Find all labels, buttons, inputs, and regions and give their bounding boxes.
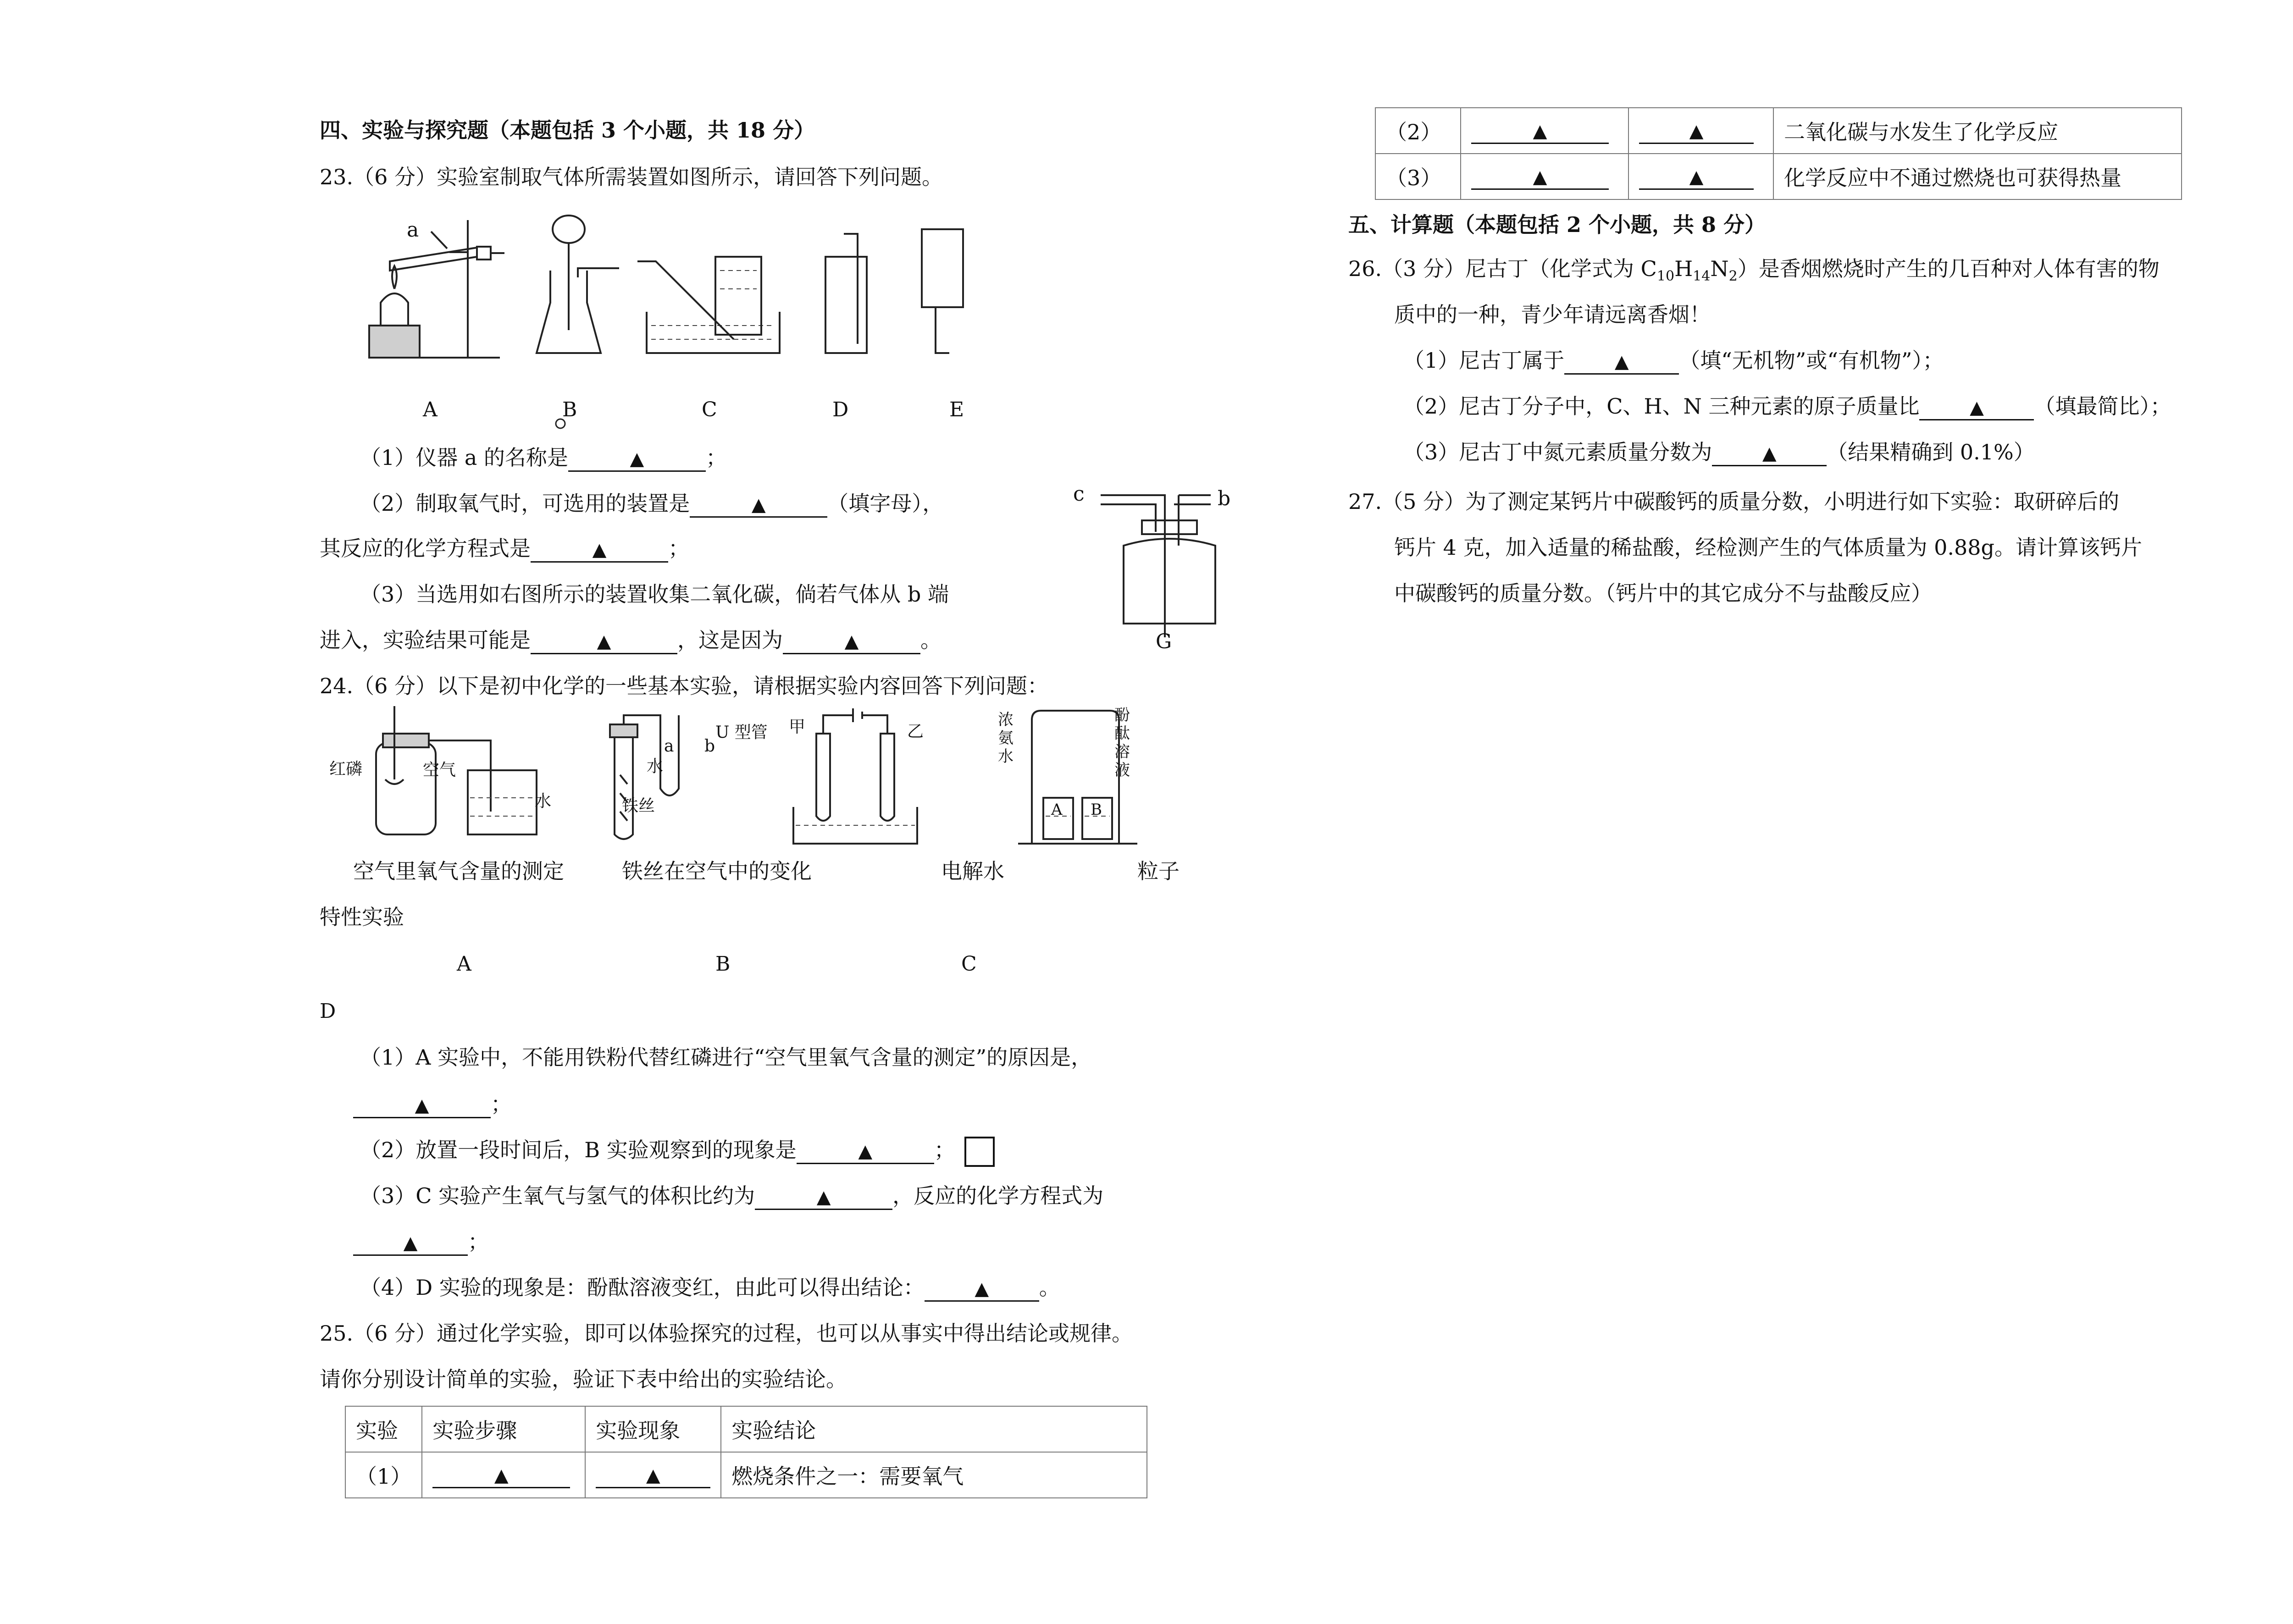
- q23-label-a: a: [407, 218, 419, 242]
- q24-sub2: [360, 1136, 995, 1167]
- label-ammonia: 浓氨水: [998, 711, 1014, 766]
- apparatus-label-b: B: [562, 398, 577, 421]
- label-jia: 甲: [789, 718, 806, 736]
- header-cell: 实验: [345, 1406, 422, 1452]
- answer-blank[interactable]: ▲: [353, 1232, 468, 1256]
- label-u-tube: U 型管: [715, 723, 768, 742]
- section-5-title: 五、计算题（本题包括 2 个小题，共 8 分）: [1348, 212, 1766, 237]
- q26-sub3: [1403, 438, 2035, 466]
- q27-line-1: 27.（5 分）为了测定某钙片中碳酸钙的质量分数，小明进行如下实验：取研碎后的: [1348, 489, 2120, 514]
- q23-sub3-text: 进入，实验结果可能是: [320, 628, 531, 652]
- q26-sub2-end: （填最简比）；: [2034, 394, 2171, 419]
- label-b: b: [704, 737, 715, 756]
- answer-blank[interactable]: ▲: [925, 1277, 1039, 1302]
- q23-sub1: [360, 444, 727, 472]
- label-beaker-a: A: [1051, 801, 1063, 819]
- q24-sub2-text: （2）放置一段时间后，B 实验观察到的现象是: [360, 1138, 797, 1162]
- q24-sub1-answer: [353, 1090, 512, 1118]
- header-cell: 实验结论: [721, 1406, 1147, 1452]
- answer-blank[interactable]: ▲: [1712, 442, 1827, 466]
- g-label-c: c: [1073, 482, 1085, 506]
- q23-stem: 23.（6 分）实验室制取气体所需装置如图所示，请回答下列问题。: [320, 165, 943, 189]
- apparatus-b: [537, 215, 619, 353]
- apparatus-a: [369, 220, 504, 358]
- q26-stem-text: 26.（3 分）尼古丁（化学式为 C: [1348, 256, 1657, 281]
- q26-stem-2: 质中的一种，青少年请远离香烟！: [1394, 302, 1711, 327]
- experiment-a: [376, 706, 537, 834]
- conclusion-cell: 二氧化碳与水发生了化学反应: [1773, 108, 2182, 154]
- q23-sub3-line2: [320, 626, 942, 654]
- header-cell: 实验现象: [585, 1406, 721, 1452]
- row-number: （3）: [1375, 154, 1461, 199]
- apparatus-label-d: D: [832, 398, 849, 421]
- label-a: a: [664, 737, 674, 756]
- subscript-2: 2: [1728, 268, 1738, 284]
- q26-sub2-text: （2）尼古丁分子中，C、H、N 三种元素的原子质量比: [1403, 394, 1920, 419]
- apparatus-label-e: E: [949, 398, 964, 421]
- q26-sub1-end: （填“无机物”或“有机物”）；: [1679, 348, 1944, 373]
- answer-blank[interactable]: ▲: [797, 1140, 934, 1164]
- label-phenol: 酚酞溶液: [1114, 706, 1130, 779]
- phenomenon-cell: [585, 1452, 721, 1498]
- row-number: （1）: [345, 1452, 422, 1498]
- phenomenon-cell: [1628, 108, 1773, 154]
- table-row: [1375, 108, 2182, 154]
- subscript-10: 10: [1656, 268, 1675, 284]
- caption-c: 电解水: [941, 859, 1004, 884]
- label-water-b: 水: [647, 757, 664, 776]
- g-label-b: b: [1218, 487, 1231, 510]
- answer-blank[interactable]: ▲: [531, 538, 668, 563]
- caption-d-1: 粒子: [1137, 859, 1180, 884]
- subscript-14: 14: [1693, 268, 1711, 284]
- q24-sub2-end: ；: [934, 1138, 955, 1162]
- q24-sub1-end: ；: [491, 1092, 512, 1116]
- apparatus-label-a: A: [423, 398, 438, 421]
- answer-blank[interactable]: ▲: [596, 1464, 710, 1488]
- q23-sub2b-text: 其反应的化学方程式是: [320, 536, 531, 561]
- q24-sub4-text: （4）D 实验的现象是：酚酞溶液变红，由此可以得出结论：: [360, 1275, 925, 1300]
- q27-line-3: 中碳酸钙的质量分数。（钙片中的其它成分不与盐酸反应）: [1394, 581, 1932, 606]
- conclusion-cell: 化学反应中不通过燃烧也可获得热量: [1773, 154, 2182, 199]
- q23-sub1-text: （1）仪器 a 的名称是: [360, 445, 568, 470]
- answer-blank[interactable]: ▲: [1471, 120, 1609, 144]
- q24-sub1: （1）A 实验中，不能用铁粉代替红磷进行“空气里氧气含量的测定”的原因是，: [360, 1045, 1092, 1070]
- answer-blank[interactable]: ▲: [1919, 396, 2034, 420]
- answer-blank[interactable]: ▲: [1471, 166, 1609, 190]
- step-cell: [422, 1452, 585, 1498]
- q26-sub3-text: （3）尼古丁中氮元素质量分数为: [1403, 440, 1712, 464]
- q23-sub2b-end: ；: [668, 536, 689, 561]
- letter-b: B: [715, 952, 731, 976]
- small-circle-mark: [554, 417, 568, 431]
- q26-sub1: [1403, 347, 1944, 375]
- label-iron-wire: 铁丝: [622, 796, 655, 815]
- table-row: [1375, 154, 2182, 199]
- table-row: [345, 1452, 1147, 1498]
- apparatus-d: [825, 234, 867, 353]
- table-header-row: [345, 1406, 1147, 1452]
- label-beaker-b: B: [1091, 801, 1102, 819]
- row-number: （2）: [1375, 108, 1461, 154]
- step-cell: [1461, 154, 1628, 199]
- q26-sub1-text: （1）尼古丁属于: [1403, 348, 1565, 373]
- caption-d-2: 特性实验: [320, 905, 404, 929]
- q23-sub2-text: （2）制取氧气时，可选用的装置是: [360, 491, 690, 516]
- q26-sub2: [1403, 392, 2171, 420]
- answer-blank[interactable]: ▲: [1639, 166, 1754, 190]
- q27-line-2: 钙片 4 克，加入适量的稀盐酸，经检测产生的气体质量为 0.88g。请计算该钙片: [1394, 535, 2143, 560]
- experiment-c: [793, 708, 917, 844]
- answer-blank[interactable]: ▲: [755, 1186, 892, 1210]
- q25-stem-2: 请你分别设计简单的实验，验证下表中给出的实验结论。: [320, 1367, 847, 1392]
- q25-table-part1: [345, 1406, 1147, 1498]
- answer-blank[interactable]: ▲: [1564, 350, 1679, 375]
- g-label: G: [1156, 630, 1172, 653]
- q25-stem-1: 25.（6 分）通过化学实验，即可以体验探究的过程，也可以从事实中得出结论或规律。: [320, 1321, 1133, 1346]
- q24-sub3-answer: [353, 1228, 489, 1256]
- answer-blank[interactable]: ▲: [432, 1464, 570, 1488]
- q26-sub3-end: （结果精确到 0.1%）: [1827, 440, 2035, 464]
- apparatus-e: [922, 229, 963, 353]
- q24-sub3b-end: ；: [468, 1229, 489, 1254]
- q23-sub2b: [320, 535, 689, 563]
- label-yi: 乙: [907, 722, 924, 741]
- letter-c: C: [961, 952, 977, 976]
- label-water-a: 水: [535, 792, 552, 811]
- q23-sub3-end: 。: [920, 628, 942, 652]
- answer-blank[interactable]: ▲: [1639, 120, 1754, 144]
- q23-sub3-line1: （3）当选用如右图所示的装置收集二氧化碳，倘若气体从 b 端: [360, 582, 949, 607]
- label-red-phosphorus: 红磷: [329, 760, 363, 779]
- q24-sub3-mid: ，反应的化学方程式为: [892, 1183, 1104, 1208]
- q23-sub2-end: （填字母），: [827, 491, 944, 516]
- q23-sub1-end: ；: [705, 445, 727, 470]
- q24-sub3: [360, 1182, 1103, 1210]
- q24-sub3-text: （3）C 实验产生氧气与氢气的体积比约为: [360, 1183, 755, 1208]
- q24-sub4-end: 。: [1039, 1275, 1060, 1300]
- step-cell: [1461, 108, 1628, 154]
- q23-sub3-mid: ，这是因为: [677, 628, 783, 652]
- caption-a: 空气里氧气含量的测定: [353, 859, 564, 884]
- letter-d: D: [320, 1000, 336, 1023]
- apparatus-label-c: C: [702, 398, 717, 421]
- header-cell: 实验步骤: [422, 1406, 585, 1452]
- caption-b: 铁丝在空气中的变化: [622, 859, 812, 884]
- answer-blank[interactable]: ▲: [690, 493, 827, 518]
- answer-blank[interactable]: ▲: [568, 447, 706, 472]
- q23-sub2: [360, 490, 943, 518]
- phenomenon-cell: [1628, 154, 1773, 199]
- answer-blank[interactable]: ▲: [783, 630, 920, 654]
- answer-blank[interactable]: ▲: [531, 630, 677, 654]
- q26-stem: [1348, 255, 2160, 290]
- answer-blank[interactable]: ▲: [353, 1094, 491, 1118]
- q25-table-part2: [1375, 107, 2182, 200]
- conclusion-cell: 燃烧条件之一：需要氧气: [721, 1452, 1147, 1498]
- apparatus-g-figure: [1096, 486, 1224, 637]
- q24-sub4: [360, 1274, 1060, 1302]
- formula-h: H: [1674, 256, 1693, 281]
- q23-apparatus-figure: [362, 215, 1096, 362]
- q26-stem-end: ）是香烟燃烧时产生的几百种对人体有害的物: [1737, 256, 2160, 281]
- letter-a: A: [457, 952, 471, 976]
- label-air: 空气: [423, 761, 456, 779]
- checkbox-square[interactable]: [964, 1137, 995, 1167]
- q24-stem: 24.（6 分）以下是初中化学的一些基本实验，请根据实验内容回答下列问题：: [320, 674, 1049, 698]
- formula-n: N: [1710, 256, 1729, 281]
- section-4-title: 四、实验与探究题（本题包括 3 个小题，共 18 分）: [320, 118, 815, 143]
- apparatus-c: [637, 257, 780, 353]
